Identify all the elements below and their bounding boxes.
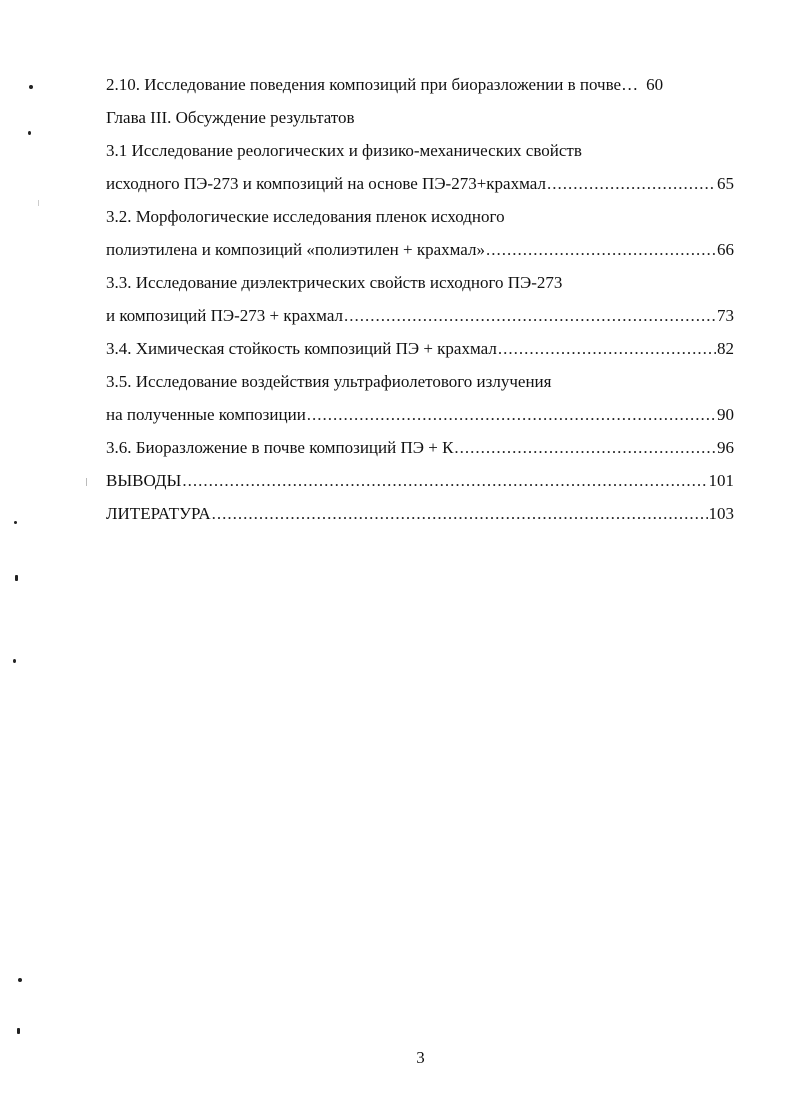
dot-leader [182,464,707,497]
toc-entry-page: 82 [717,339,734,358]
toc-entry-page: 96 [717,438,734,457]
toc-entry [106,464,734,497]
toc-entry [106,266,734,299]
toc-entry [106,497,734,530]
toc-entry-title: 3.3. Исследование диэлектрических свойств исходного ПЭ-273 [106,273,563,292]
scan-speck [28,131,31,135]
scan-speck [18,978,22,982]
toc-entry [106,398,734,431]
dot-leader [454,431,716,464]
scan-speck [15,575,18,581]
toc-entry [106,200,734,233]
toc-entry [106,332,734,365]
toc-entry-page: 103 [708,504,734,523]
toc-entry [106,134,734,167]
toc-entry-title: ВЫВОДЫ [106,471,182,490]
scan-speck [17,1028,20,1034]
toc-entry [106,431,734,464]
toc-entry-page: 65 [717,174,734,193]
toc-entry-title: 3.5. Исследование воздействия ультрафиолетового излучения [106,372,552,391]
toc-entry-title: на полученные композиции [106,405,306,424]
toc-entry [106,299,734,332]
toc-entry [106,365,734,398]
toc-entry-title: 3.2. Морфологические исследования пленок исходного [106,207,505,226]
scan-speck [29,85,33,89]
toc-entry [106,68,734,101]
toc-entry [106,167,734,200]
dot-leader [498,332,716,365]
toc-entry-title: 3.4. Химическая стойкость композиций ПЭ + крахмал [106,339,497,358]
toc-entry [106,101,734,134]
toc-entry-page: 90 [717,405,734,424]
scan-speck [14,521,17,524]
toc-entry-title: Глава III. Обсуждение результатов [106,108,355,127]
dot-leader [547,167,716,200]
dot-leader [212,497,708,530]
toc-entry-title: исходного ПЭ-273 и композиций на основе ПЭ-273+крахмал [106,174,546,193]
page-number: 3 [416,1048,425,1067]
scan-mark [86,478,87,486]
scan-mark [38,200,39,206]
toc-entry-title: 2.10. Исследование поведения композиций при биоразложении в почве… [106,75,639,94]
toc-entry-page: 66 [717,240,734,259]
scan-speck [13,659,16,663]
toc-entry-page: 101 [708,471,734,490]
toc-entry-title: 3.1 Исследование реологических и физико-механических свойств [106,141,582,160]
toc-entry-page: 60 [646,75,664,94]
toc-entry-title: полиэтилена и композиций «полиэтилен + крахмал» [106,240,485,259]
toc-entry [106,233,734,266]
table-of-contents [106,68,734,530]
dot-leader [307,398,716,431]
toc-entry-title: ЛИТЕРАТУРА [106,504,211,523]
toc-entry-title: и композиций ПЭ-273 + крахмал [106,306,344,325]
toc-entry-title: 3.6. Биоразложение в почве композиций ПЭ + К [106,438,454,457]
dot-leader [486,233,716,266]
toc-entry-page: 73 [717,306,734,325]
dot-leader [344,299,716,332]
